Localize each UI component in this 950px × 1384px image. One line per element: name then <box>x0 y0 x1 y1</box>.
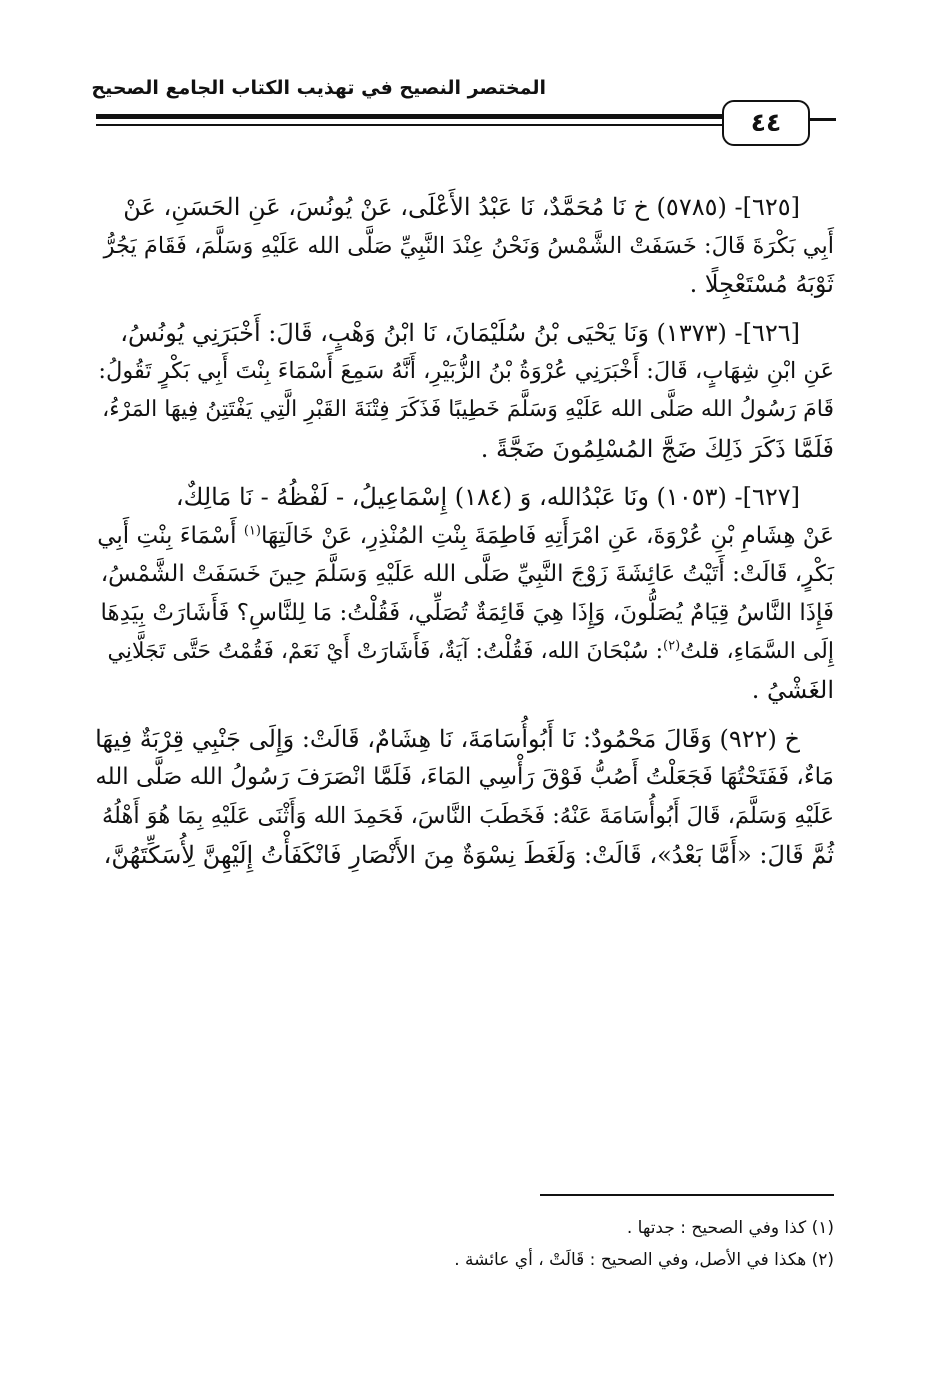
text-line: أَبِي بَكْرَةَ قَالَ: خَسَفَتْ الشَّمْسُ وَنَحْنُ عِنْدَ النَّبِيِّ صَلَّى الله عَلَيْهِ وَسَلَّمَ، فَقَامَ يَجُرُّ <box>103 232 834 259</box>
page-number: ٤٤ <box>722 100 810 146</box>
header-rule-thick <box>96 114 722 119</box>
header-rule-stub <box>810 118 836 121</box>
paragraph-gap <box>94 304 834 314</box>
text-line: فَلَمَّا ذَكَرَ ذَلِكَ ضَجَّ المُسْلِمُونَ ضَجَّةً . <box>480 434 834 463</box>
hadith-922-continuation <box>94 720 834 874</box>
text-line: ثَوْبَهُ مُسْتَعْجِلًا . <box>689 270 834 299</box>
footnote-separator <box>540 1194 834 1196</box>
footnote-ref-1: (١) <box>243 523 261 539</box>
paragraph-gap <box>94 468 834 478</box>
text-line: فَإِذَا النَّاسُ قِيَامٌ يُصَلُّونَ، وَإِذَا هِيَ قَائِمَةٌ تُصَلِّي، فَقُلْتُ: مَا لِلنَّاسِ؟ فَأَشَارَتْ بِيَدِهَا <box>100 599 834 626</box>
text-line <box>94 633 834 672</box>
footnote-1: (١) كذا وفي الصحيح : جدتها . <box>626 1218 834 1238</box>
paragraph-gap <box>94 710 834 720</box>
hadith-627 <box>94 478 834 710</box>
running-header-title: المختصر النصيح في تهذيب الكتاب الجامع الصحيح <box>91 77 546 99</box>
text-segment: : سُبْحَانَ الله، فَقُلْتُ: آيَةٌ، فَأَشَارَتْ أَيْ نَعَمْ، فَقُمْتُ حَتَّى تَجَلَّانِي <box>107 638 663 664</box>
text-line: الغَشْيُ . <box>751 676 834 705</box>
hadith-626 <box>94 314 834 468</box>
text-line: ثُمَّ قَالَ: «أَمَّا بَعْدُ»، قَالَتْ: وَلَغَطَ نِسْوَةٌ مِنَ الأَنْصَارِ فَانْكَفَأْتُ إِلَيْهِنَّ لِأُسَكِّتَهُنَّ، <box>103 840 834 869</box>
text-line: خ (٩٢٢) وَقَالَ مَحْمُودٌ: نَا أَبُوأُسَامَةَ، نَا هِشَامٌ، قَالَتْ: وَإِلَى جَنْبِي قِرْبَةٌ فِيهَا <box>95 724 800 753</box>
footnote-ref-2: (٢) <box>663 638 681 654</box>
text-line: قَامَ رَسُولُ الله صَلَّى الله عَلَيْهِ وَسَلَّمَ خَطِيبًا فَذَكَرَ فِتْنَةَ القَبْرِ الَّتِي يَفْتَتِنُ فِيهَا المَرْءُ، <box>102 396 834 422</box>
text-segment: عَنْ هِشَامِ بْنِ عُرْوَةَ، عَنِ امْرَأَتِهِ فَاطِمَةَ بِنْتِ المُنْذِرِ، عَنْ خَالَتِهَا <box>260 522 834 549</box>
text-line: بَكْرٍ، قَالَتْ: أَتَيْتُ عَائِشَةَ زَوْجَ النَّبِيِّ صَلَّى الله عَلَيْهِ وَسَلَّمَ حِينَ خَسَفَتْ الشَّمْسُ، <box>100 561 834 588</box>
footnotes <box>94 1212 834 1276</box>
text-line: عَنِ ابْنِ شِهَابٍ، قَالَ: أَخْبَرَنِي عُرْوَةُ بْنُ الزُّبَيْرِ، أَنَّهُ سَمِعَ أَسْمَاءَ بِنْتَ أَبِي بَكْرٍ تَقُولُ: <box>98 358 834 385</box>
hadith-625 <box>94 188 834 304</box>
text-segment: أَسْمَاءَ بِنْتِ أَبِي <box>97 522 237 549</box>
text-line <box>94 517 834 556</box>
text-line: مَاءٌ، فَفَتَحْتُهَا فَجَعَلْتُ أَصُبُّ فَوْقَ رَأْسِي المَاءَ، فَلَمَّا انْصَرَفَ رَسُولُ الله صَلَّى الله <box>95 764 834 791</box>
text-line: [٦٢٥]- (٥٧٨٥) خ نَا مُحَمَّدٌ، نَا عَبْدُ الأَعْلَى، عَنْ يُونُسَ، عَنِ الحَسَنِ، عَنْ <box>123 193 800 221</box>
text-line: [٦٢٦]- (١٣٧٣) وَنَا يَحْيَى بْنُ سُلَيْمَانَ، نَا ابْنُ وَهْبٍ، قَالَ: أَخْبَرَنِي يُونُسُ، <box>120 318 800 347</box>
footnote-2: (٢) هكذا في الأصل، وفي الصحيح : قَالَتْ ، أي عائشة . <box>454 1250 834 1270</box>
header-rule-thin <box>96 124 722 126</box>
text-segment: إِلَى السَّمَاءِ، قلتُ <box>680 638 834 664</box>
text-line: عَلَيْهِ وَسَلَّمَ، قَالَ أَبُوأُسَامَةَ عَنْهُ: فَخَطَبَ النَّاسَ، فَحَمِدَ الله وَأَثْنَى عَلَيْهِ بِمَا هُوَ أَهْلُهُ <box>101 802 834 829</box>
main-text <box>94 188 834 874</box>
text-line: [٦٢٧]- (١٠٥٣) ونَا عَبْدُالله، وَ (١٨٤) إِسْمَاعِيلُ، - لَفْظُهُ - نَا مَالِكٌ، <box>175 483 800 512</box>
